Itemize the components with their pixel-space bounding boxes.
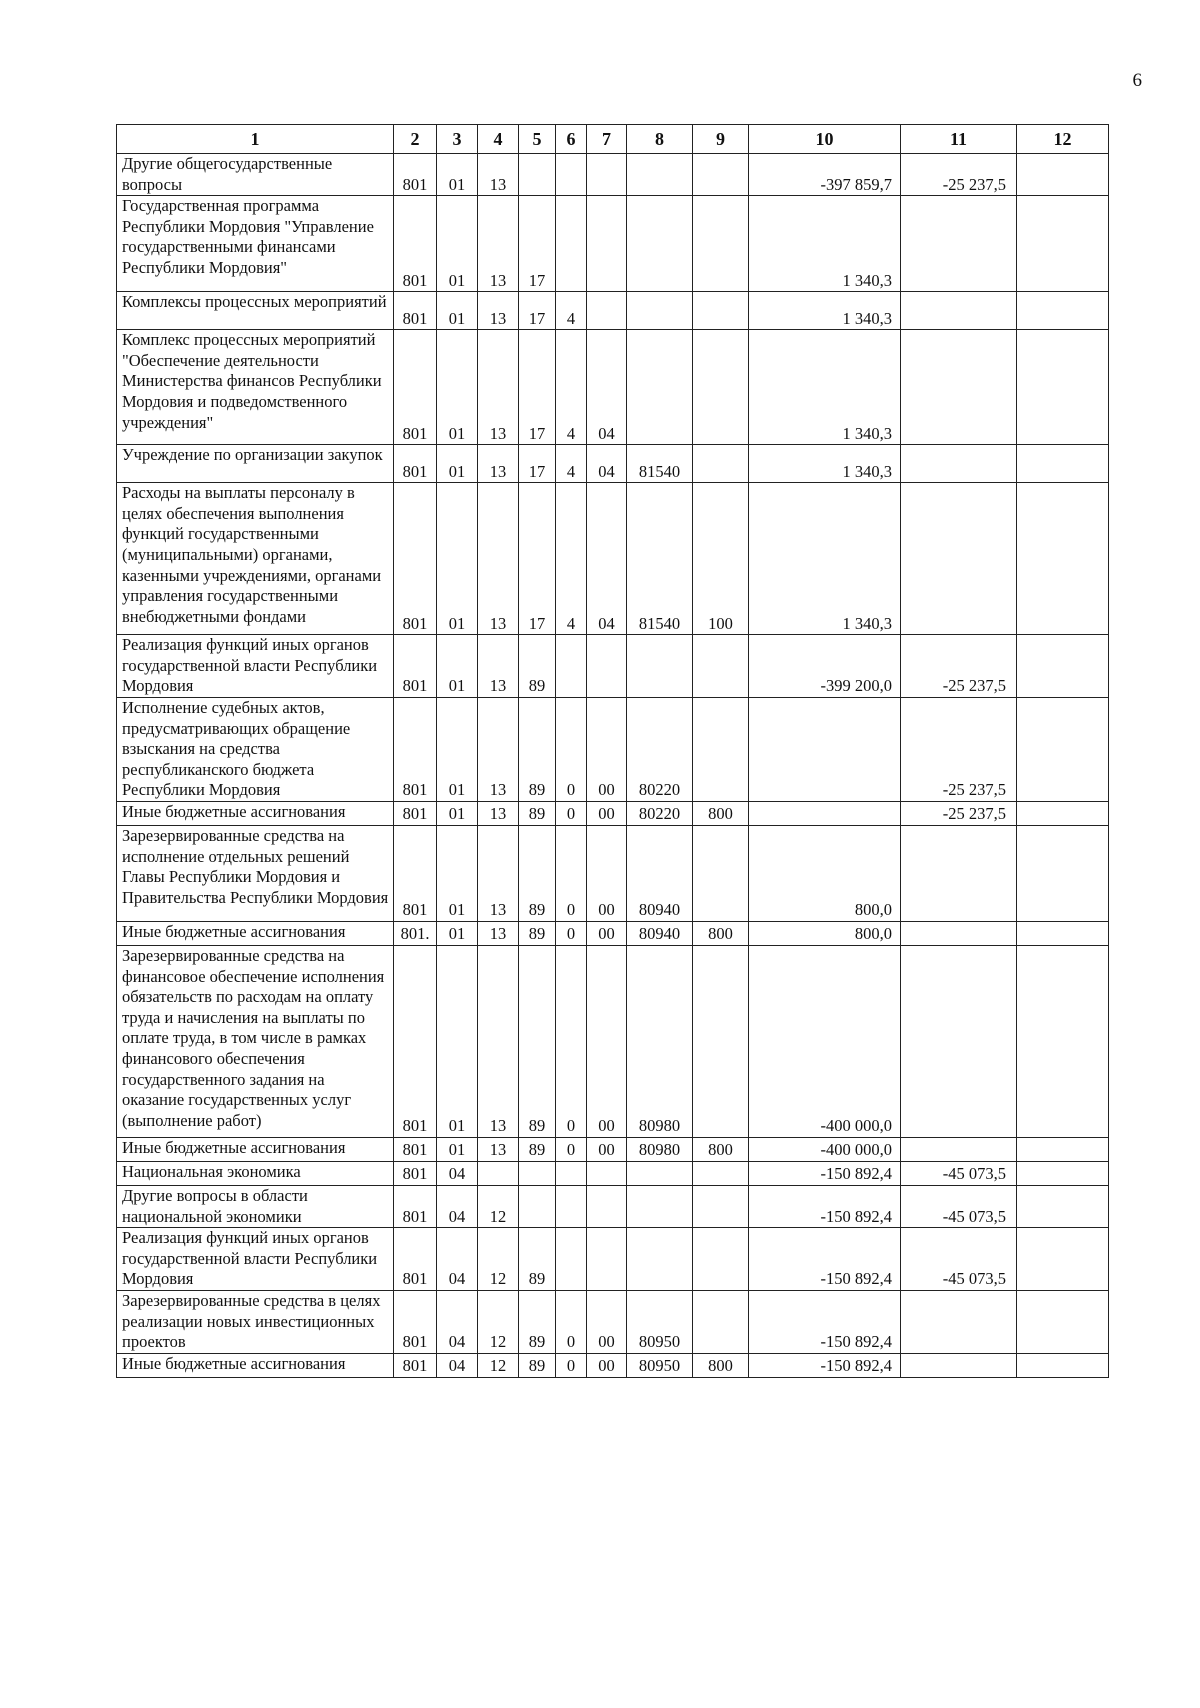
cell-col-5: 17 <box>519 483 556 635</box>
cell-col-3: 01 <box>437 445 478 483</box>
cell-col-3: 01 <box>437 196 478 292</box>
cell-col-8: 80980 <box>627 1137 693 1161</box>
cell-col-4: 12 <box>478 1228 519 1291</box>
table-row <box>117 801 1109 825</box>
cell-col-5: 89 <box>519 1228 556 1291</box>
cell-col-11 <box>901 445 1017 483</box>
cell-col-7: 04 <box>587 445 627 483</box>
table-row <box>117 196 1109 292</box>
cell-col-10: 800,0 <box>749 921 901 945</box>
cell-col-12 <box>1017 445 1109 483</box>
row-name: Национальная экономика <box>117 1161 394 1185</box>
cell-col-12 <box>1017 921 1109 945</box>
cell-col-7: 04 <box>587 330 627 445</box>
table-row <box>117 635 1109 698</box>
cell-col-5: 89 <box>519 1353 556 1377</box>
cell-col-11: -25 237,5 <box>901 154 1017 196</box>
row-name: Иные бюджетные ассигнования <box>117 921 394 945</box>
cell-col-3: 01 <box>437 1137 478 1161</box>
cell-col-7: 00 <box>587 697 627 801</box>
cell-col-10: -150 892,4 <box>749 1161 901 1185</box>
cell-col-5: 89 <box>519 921 556 945</box>
table-row <box>117 921 1109 945</box>
cell-col-11 <box>901 825 1017 921</box>
cell-col-6 <box>556 1161 587 1185</box>
cell-col-8 <box>627 330 693 445</box>
cell-col-11 <box>901 1290 1017 1353</box>
cell-col-9: 800 <box>693 1137 749 1161</box>
cell-col-5 <box>519 1161 556 1185</box>
cell-col-8: 80980 <box>627 945 693 1137</box>
cell-col-10: -150 892,4 <box>749 1185 901 1227</box>
cell-col-5 <box>519 154 556 196</box>
table-row <box>117 1137 1109 1161</box>
cell-col-11 <box>901 330 1017 445</box>
cell-col-3: 01 <box>437 292 478 330</box>
cell-col-3: 04 <box>437 1353 478 1377</box>
cell-col-12 <box>1017 1228 1109 1291</box>
cell-col-10 <box>749 697 901 801</box>
table-row <box>117 945 1109 1137</box>
cell-col-11: -45 073,5 <box>901 1185 1017 1227</box>
table-header-row <box>117 125 1109 154</box>
budget-table <box>116 124 1109 1378</box>
cell-col-10: 1 340,3 <box>749 445 901 483</box>
cell-col-11 <box>901 292 1017 330</box>
cell-col-11 <box>901 1137 1017 1161</box>
cell-col-8 <box>627 635 693 698</box>
cell-col-9: 100 <box>693 483 749 635</box>
table-row <box>117 1185 1109 1227</box>
cell-col-4: 13 <box>478 483 519 635</box>
cell-col-8 <box>627 154 693 196</box>
cell-col-3: 04 <box>437 1161 478 1185</box>
cell-col-6: 4 <box>556 445 587 483</box>
column-header-4: 4 <box>478 125 519 154</box>
cell-col-2: 801. <box>394 921 437 945</box>
cell-col-2: 801 <box>394 1161 437 1185</box>
cell-col-7 <box>587 196 627 292</box>
table-body <box>117 154 1109 1378</box>
table-row <box>117 1161 1109 1185</box>
table-row <box>117 1290 1109 1353</box>
cell-col-2: 801 <box>394 697 437 801</box>
cell-col-2: 801 <box>394 1185 437 1227</box>
cell-col-9: 800 <box>693 1353 749 1377</box>
cell-col-8: 80940 <box>627 825 693 921</box>
cell-col-10 <box>749 801 901 825</box>
cell-col-9 <box>693 1161 749 1185</box>
cell-col-10: -400 000,0 <box>749 1137 901 1161</box>
row-name: Другие вопросы в области национальной экономики <box>117 1185 394 1227</box>
cell-col-8 <box>627 196 693 292</box>
cell-col-2: 801 <box>394 635 437 698</box>
cell-col-12 <box>1017 1290 1109 1353</box>
row-name: Зарезервированные средства на исполнение отдельных решений Главы Республики Мордовия и Правительства Республики Мордовия <box>117 825 394 921</box>
cell-col-2: 801 <box>394 196 437 292</box>
cell-col-9 <box>693 1228 749 1291</box>
cell-col-12 <box>1017 1137 1109 1161</box>
page-number: 6 <box>1132 70 1142 91</box>
cell-col-4: 13 <box>478 635 519 698</box>
table-row <box>117 330 1109 445</box>
cell-col-7: 00 <box>587 825 627 921</box>
cell-col-5: 89 <box>519 1137 556 1161</box>
column-header-2: 2 <box>394 125 437 154</box>
cell-col-8 <box>627 1161 693 1185</box>
cell-col-2: 801 <box>394 825 437 921</box>
table-row <box>117 1353 1109 1377</box>
column-header-1: 1 <box>117 125 394 154</box>
column-header-11: 11 <box>901 125 1017 154</box>
cell-col-4: 13 <box>478 697 519 801</box>
cell-col-10: -150 892,4 <box>749 1290 901 1353</box>
cell-col-3: 01 <box>437 483 478 635</box>
row-name: Иные бюджетные ассигнования <box>117 1137 394 1161</box>
row-name: Зарезервированные средства в целях реализации новых инвестиционных проектов <box>117 1290 394 1353</box>
cell-col-7 <box>587 635 627 698</box>
row-name: Иные бюджетные ассигнования <box>117 1353 394 1377</box>
cell-col-12 <box>1017 635 1109 698</box>
cell-col-6: 0 <box>556 1290 587 1353</box>
cell-col-6: 4 <box>556 330 587 445</box>
cell-col-4: 13 <box>478 945 519 1137</box>
cell-col-9 <box>693 697 749 801</box>
cell-col-2: 801 <box>394 945 437 1137</box>
cell-col-8 <box>627 1228 693 1291</box>
column-header-7: 7 <box>587 125 627 154</box>
cell-col-2: 801 <box>394 1353 437 1377</box>
cell-col-10: -399 200,0 <box>749 635 901 698</box>
cell-col-7 <box>587 1228 627 1291</box>
table-row <box>117 292 1109 330</box>
cell-col-6: 0 <box>556 697 587 801</box>
cell-col-10: 1 340,3 <box>749 330 901 445</box>
cell-col-11 <box>901 921 1017 945</box>
cell-col-6 <box>556 1228 587 1291</box>
cell-col-2: 801 <box>394 801 437 825</box>
cell-col-12 <box>1017 825 1109 921</box>
cell-col-10: 1 340,3 <box>749 196 901 292</box>
cell-col-3: 01 <box>437 697 478 801</box>
cell-col-4: 13 <box>478 801 519 825</box>
cell-col-5: 89 <box>519 945 556 1137</box>
cell-col-12 <box>1017 945 1109 1137</box>
cell-col-9 <box>693 1290 749 1353</box>
cell-col-4 <box>478 1161 519 1185</box>
cell-col-6 <box>556 1185 587 1227</box>
cell-col-8: 80940 <box>627 921 693 945</box>
cell-col-11 <box>901 196 1017 292</box>
cell-col-3: 01 <box>437 921 478 945</box>
cell-col-12 <box>1017 1161 1109 1185</box>
row-name: Иные бюджетные ассигнования <box>117 801 394 825</box>
cell-col-8 <box>627 292 693 330</box>
cell-col-8: 81540 <box>627 483 693 635</box>
cell-col-2: 801 <box>394 1137 437 1161</box>
row-name: Реализация функций иных органов государственной власти Республики Мордовия <box>117 635 394 698</box>
cell-col-12 <box>1017 801 1109 825</box>
row-name: Государственная программа Республики Мордовия "Управление государственными финансами Республики Мордовия" <box>117 196 394 292</box>
cell-col-4: 13 <box>478 825 519 921</box>
cell-col-10: -150 892,4 <box>749 1228 901 1291</box>
cell-col-4: 12 <box>478 1353 519 1377</box>
cell-col-6 <box>556 196 587 292</box>
column-header-12: 12 <box>1017 125 1109 154</box>
cell-col-2: 801 <box>394 445 437 483</box>
cell-col-5: 89 <box>519 635 556 698</box>
cell-col-4: 13 <box>478 445 519 483</box>
cell-col-7: 00 <box>587 945 627 1137</box>
cell-col-3: 01 <box>437 801 478 825</box>
cell-col-7: 00 <box>587 1137 627 1161</box>
cell-col-4: 13 <box>478 292 519 330</box>
cell-col-6: 0 <box>556 945 587 1137</box>
column-header-3: 3 <box>437 125 478 154</box>
cell-col-6: 0 <box>556 1137 587 1161</box>
cell-col-5: 17 <box>519 330 556 445</box>
row-name: Исполнение судебных актов, предусматривающих обращение взыскания на средства республиканского бюджета Республики Мордовия <box>117 697 394 801</box>
cell-col-4: 12 <box>478 1185 519 1227</box>
cell-col-12 <box>1017 330 1109 445</box>
cell-col-10: -400 000,0 <box>749 945 901 1137</box>
row-name: Другие общегосударственные вопросы <box>117 154 394 196</box>
cell-col-11: -45 073,5 <box>901 1228 1017 1291</box>
cell-col-11 <box>901 1353 1017 1377</box>
cell-col-7: 00 <box>587 1353 627 1377</box>
row-name: Комплекс процессных мероприятий "Обеспечение деятельности Министерства финансов Республики Мордовия и подведомственного учреждения" <box>117 330 394 445</box>
row-name: Комплексы процессных мероприятий <box>117 292 394 330</box>
cell-col-6 <box>556 635 587 698</box>
cell-col-7: 04 <box>587 483 627 635</box>
cell-col-11: -25 237,5 <box>901 635 1017 698</box>
column-header-9: 9 <box>693 125 749 154</box>
cell-col-3: 04 <box>437 1185 478 1227</box>
cell-col-12 <box>1017 483 1109 635</box>
cell-col-8: 80950 <box>627 1290 693 1353</box>
cell-col-7 <box>587 292 627 330</box>
cell-col-8 <box>627 1185 693 1227</box>
cell-col-12 <box>1017 292 1109 330</box>
cell-col-12 <box>1017 154 1109 196</box>
cell-col-10: -397 859,7 <box>749 154 901 196</box>
cell-col-6: 0 <box>556 801 587 825</box>
cell-col-11: -45 073,5 <box>901 1161 1017 1185</box>
cell-col-2: 801 <box>394 154 437 196</box>
table-row <box>117 154 1109 196</box>
cell-col-3: 01 <box>437 154 478 196</box>
cell-col-11 <box>901 945 1017 1137</box>
row-name: Зарезервированные средства на финансовое обеспечение исполнения обязательств по расходам на оплату труда и начисления на выплаты по оплате труда, в том числе в рамках финансового обеспечения государственного задания на оказание государственных услуг (выполнение работ) <box>117 945 394 1137</box>
cell-col-3: 01 <box>437 330 478 445</box>
cell-col-2: 801 <box>394 330 437 445</box>
cell-col-5: 17 <box>519 292 556 330</box>
cell-col-7: 00 <box>587 801 627 825</box>
cell-col-7 <box>587 154 627 196</box>
cell-col-9 <box>693 292 749 330</box>
cell-col-9: 800 <box>693 921 749 945</box>
cell-col-11 <box>901 483 1017 635</box>
table-row <box>117 1228 1109 1291</box>
cell-col-5: 89 <box>519 801 556 825</box>
table-row <box>117 445 1109 483</box>
cell-col-12 <box>1017 697 1109 801</box>
column-header-6: 6 <box>556 125 587 154</box>
cell-col-6: 0 <box>556 1353 587 1377</box>
cell-col-11: -25 237,5 <box>901 697 1017 801</box>
table-row <box>117 825 1109 921</box>
cell-col-5: 17 <box>519 445 556 483</box>
cell-col-5 <box>519 1185 556 1227</box>
cell-col-3: 01 <box>437 635 478 698</box>
cell-col-9 <box>693 1185 749 1227</box>
cell-col-7: 00 <box>587 921 627 945</box>
cell-col-9 <box>693 330 749 445</box>
cell-col-10: -150 892,4 <box>749 1353 901 1377</box>
cell-col-4: 13 <box>478 921 519 945</box>
cell-col-10: 1 340,3 <box>749 292 901 330</box>
cell-col-12 <box>1017 1353 1109 1377</box>
cell-col-9 <box>693 945 749 1137</box>
cell-col-7: 00 <box>587 1290 627 1353</box>
row-name: Учреждение по организации закупок <box>117 445 394 483</box>
cell-col-8: 80220 <box>627 697 693 801</box>
cell-col-5: 17 <box>519 196 556 292</box>
cell-col-5: 89 <box>519 825 556 921</box>
cell-col-3: 01 <box>437 825 478 921</box>
cell-col-12 <box>1017 1185 1109 1227</box>
cell-col-10: 800,0 <box>749 825 901 921</box>
row-name: Расходы на выплаты персоналу в целях обеспечения выполнения функций государственными (муниципальными) органами, казенными учреждениями, органами управления государственными внебюджетными фондами <box>117 483 394 635</box>
cell-col-9 <box>693 635 749 698</box>
cell-col-3: 04 <box>437 1290 478 1353</box>
cell-col-10: 1 340,3 <box>749 483 901 635</box>
cell-col-8: 80950 <box>627 1353 693 1377</box>
cell-col-4: 12 <box>478 1290 519 1353</box>
cell-col-7 <box>587 1161 627 1185</box>
cell-col-2: 801 <box>394 483 437 635</box>
table-row <box>117 483 1109 635</box>
cell-col-6: 0 <box>556 921 587 945</box>
cell-col-4: 13 <box>478 154 519 196</box>
cell-col-9 <box>693 154 749 196</box>
cell-col-11: -25 237,5 <box>901 801 1017 825</box>
cell-col-4: 13 <box>478 330 519 445</box>
cell-col-6: 4 <box>556 483 587 635</box>
cell-col-7 <box>587 1185 627 1227</box>
cell-col-4: 13 <box>478 196 519 292</box>
row-name: Реализация функций иных органов государственной власти Республики Мордовия <box>117 1228 394 1291</box>
cell-col-6 <box>556 154 587 196</box>
column-header-10: 10 <box>749 125 901 154</box>
cell-col-2: 801 <box>394 1228 437 1291</box>
cell-col-8: 81540 <box>627 445 693 483</box>
cell-col-5: 89 <box>519 697 556 801</box>
cell-col-9 <box>693 445 749 483</box>
table-row <box>117 697 1109 801</box>
cell-col-5: 89 <box>519 1290 556 1353</box>
cell-col-2: 801 <box>394 1290 437 1353</box>
cell-col-6: 0 <box>556 825 587 921</box>
cell-col-6: 4 <box>556 292 587 330</box>
column-header-5: 5 <box>519 125 556 154</box>
cell-col-12 <box>1017 196 1109 292</box>
column-header-8: 8 <box>627 125 693 154</box>
cell-col-4: 13 <box>478 1137 519 1161</box>
cell-col-8: 80220 <box>627 801 693 825</box>
cell-col-3: 04 <box>437 1228 478 1291</box>
cell-col-9 <box>693 825 749 921</box>
cell-col-2: 801 <box>394 292 437 330</box>
cell-col-3: 01 <box>437 945 478 1137</box>
cell-col-9 <box>693 196 749 292</box>
cell-col-9: 800 <box>693 801 749 825</box>
